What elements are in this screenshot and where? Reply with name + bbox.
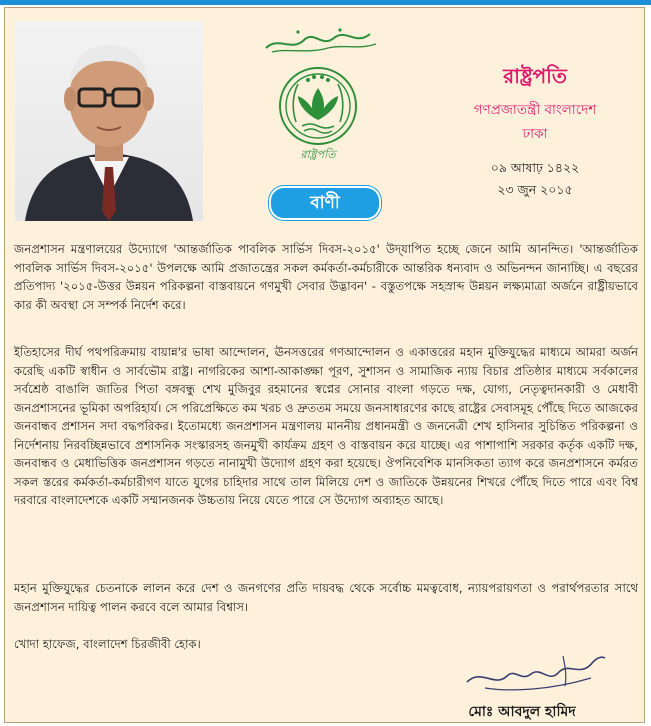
message-card [4, 7, 645, 723]
bani-label-badge: বাণী [269, 186, 381, 220]
message-paragraph-3: মহান মুক্তিযুদ্ধের চেতনাকে লালন করে দেশ ও জনগণের প্রতি দায়বদ্ধ থেকে সর্বোচ্চ মমত্ববোধ, ন্যায়পরায়ণতা ও পরার্থপরতার সাথে জনপ্রশাসন দায়িত্ব পালন করবে বলে আমার বিশ্বাস। [14, 581, 638, 614]
emblem-caption: রাষ্ট্রপতি [300, 148, 336, 161]
header-title-block [435, 62, 635, 202]
presidential-emblem [258, 18, 384, 168]
message-paragraph-2: ইতিহাসের দীর্ঘ পথপরিক্রমায় বায়ান্ন'র ভাষা আন্দোলন, ঊনসত্তরের গণআন্দোলন ও একাত্তরের মহান মুক্তিযুদ্ধের মাধ্যমে আমরা অর্জন করেছি একটি স্বাধীন ও সার্বভৌম রাষ্ট্র। নাগরিকের আশা-আকাঙ্ক্ষা পূরণ, সুশাসন ও সামাজিক ন্যায় বিচার প্রতিষ্ঠার মাধ্যমে সর্বকালের সর্বশ্রেষ্ঠ বাঙালি জাতির পিতা বঙ্গবন্ধু শেখ মুজিবুর রহমানের স্বপ্নের সোনার বাংলা গড়তে দক্ষ, যোগ্য, নেতৃত্বদানকারী ও মেধাবী জনপ্রশাসনের ভূমিকা অপরিহার্য। সে পরিপ্রেক্ষিতে কম খরচ ও দ্রুততম সময়ে জনসাধারণের কাছে রাষ্ট্রের সেবাসমূহ পৌঁছে দিতে আজকের জনবান্ধব প্রশাসন সদা বদ্ধপরিকর। ইতোমধ্যে জনপ্রশাসন মন্ত্রণালয় মাননীয় প্রধানমন্ত্রী ও জননেত্রী শেখ হাসিনার সুচিন্তিত পরিকল্পনা ও নির্দেশনায় নিরবচ্ছিন্নভাবে প্রশাসনিক সংস্কারসহ জনমুখী কার্যক্রম গ্রহণ ও বাস্তবায়ন করে যাচ্ছে। এর পাশাপাশি সরকার কর্তৃক একটি দক্ষ, জনবান্ধব ও মেধাভিত্তিক জনপ্রশাসন গড়তে নানামুখী উদ্যোগ গ্রহণ করা হয়েছে। ঔপনিবেশিক মানসিকতা ত্যাগ করে জনপ্রশাসনে কর্মরত সকল স্তরের কর্মকর্তা-কর্মচারীগণ যাতে যুগের চাহিদার সাথে তাল মিলিয়ে দেশ ও জাতিকে উন্নয়নের শিখরে পৌঁছে দিতে পারে এবং বিশ্ব দরবারে বাংলাদেশকে একটি সম্মানজনক উচ্চতায় নিয়ে যেতে পারে সে উদ্যোগ অব্যাহত আছে। [14, 345, 638, 507]
handwritten-signature [461, 648, 611, 698]
message-paragraph-1: জনপ্রশাসন মন্ত্রণালয়ের উদ্যোগে 'আন্তর্জাতিক পাবলিক সার্ভিস দিবস-২০১৫' উদ্‌যাপিত হচ্ছে জেনে আমি আনন্দিত। 'আন্তর্জাতিক পাবলিক সার্ভিস দিবস-২০১৫' উপলক্ষে আমি প্রজাতন্ত্রের সকল কর্মকর্তা-কর্মচারীকে আন্তরিক ধন্যবাদ ও অভিনন্দন জানাচ্ছি। এ বছরের প্রতিপাদ্য '২০১৫-উত্তর উন্নয়ন পরিকল্পনা বাস্তবায়নে গণমুখী সেবার উদ্ভাবন' - বস্তুতপক্ষে সহস্রাব্দ উন্নয়ন লক্ষ্যমাত্রা অর্জনে রাষ্ট্রীয়ভাবে কার কী অবস্থা সে সম্পর্ক নির্দেশ করে। [14, 242, 638, 312]
city-name: ঢাকা [522, 126, 548, 142]
country-name: গণপ্রজাতন্ত্রী বাংলাদেশ [473, 102, 597, 118]
office-title: রাষ্ট্রপতি [503, 64, 567, 88]
closing-line: খোদা হাফেজ, বাংলাদেশ চিরজীবী হোক। [14, 637, 201, 651]
top-accent-bar [0, 0, 651, 5]
president-portrait [15, 21, 203, 221]
signatory-name: মোঃ আবদুল হামিদ [468, 704, 576, 720]
date-gregorian: ২৩ জুন ২০১৫ [497, 182, 573, 197]
date-bengali: ০৯ আষাঢ় ১৪২২ [490, 160, 580, 175]
